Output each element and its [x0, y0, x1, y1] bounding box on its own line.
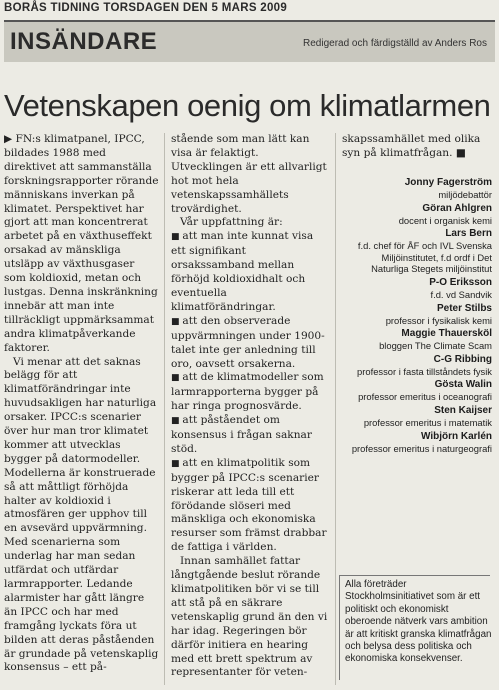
- signatory-name: Maggie Thauersköl: [401, 328, 492, 340]
- signatory-name: Lars Bern: [445, 228, 492, 240]
- signatory-title: professor emeritus i oceanografi: [358, 391, 492, 403]
- fact-box: [339, 575, 493, 680]
- signatory-title: professor emeritus i naturgeografi: [351, 442, 492, 454]
- square-bullet-icon: ■: [171, 232, 183, 243]
- signatory: [342, 328, 492, 352]
- column-divider: [335, 133, 336, 685]
- signatory: [342, 177, 492, 201]
- article-column-3: [342, 133, 494, 161]
- square-bullet-icon: ■: [171, 316, 183, 327]
- paragraph: Vi menar att det saknas belägg för att klimatförändringar inte huvudsakligen har naturliga orsaker. IPCC:s scenarier över hur man tror klimatet kommer att utvecklas bygger på datormodeller. Modellerna är konstruerade så att måttligt förhöjda halter av koldioxid i atmosfären ger upphov till en avsevärd uppvärmning. Med scenarierna som underlag har man sedan utfärdat och utfärdar larmrapporter. Ledande alarmister har gått längre än IPCC och har med framgång lyckats föra ut bilden att deras påståenden är grundade på vetenskaplig konsensus – ett på-: [4, 355, 159, 674]
- paragraph: Innan samhället fattar långtgående beslut rörande klimatpolitiken bör vi se till att stå på en säkrare vetenskaplig grund än den vi har idag. Regeringen bör därför initiera en hearing med ett brett spektrum av representanter för veten-: [171, 555, 328, 679]
- signatory: [342, 303, 492, 327]
- signatory-title: professor emeritus i matematik: [363, 416, 492, 428]
- signatory-list: [342, 177, 492, 456]
- signatory: [342, 354, 492, 378]
- signatory-title: professor i fysikalisk kemi: [385, 314, 492, 326]
- signatory-title: miljödebattör: [438, 189, 492, 200]
- signatory-title: docent i organisk kemi: [398, 214, 492, 226]
- fact-box-text: Alla företräder Stockholmsinitiativet som är ett politiskt och ekonomiskt oberoende nätverk vars ambition är att kritiskt granska klimatfrågan och belysa dess politiska och ekonomiska konsekvenser.: [345, 579, 492, 665]
- bullet-point: ■ att de klimatmodeller som larmrapporterna bygger på har ringa prognosvärde.: [171, 371, 324, 413]
- signatory: [342, 431, 492, 455]
- bullet-point: ■ att en klimatpolitik som bygger på IPCC:s scenarier riskerar att leda till ett förödande slöseri med mänskliga och ekonomiska resurser som främst drabbar de fattiga i världen.: [171, 456, 327, 554]
- editor-note: Redigerad och färdigställd av Anders Ros: [303, 38, 487, 49]
- section-title: INSÄNDARE: [10, 28, 158, 55]
- paragraph: skapssamhället med olika syn på klimatfrågan. ■: [342, 133, 481, 159]
- article-headline: Vetenskapen oenig om klimatlarmen: [4, 88, 491, 123]
- signatory-name: C-G Ribbing: [433, 353, 492, 365]
- signatory: [342, 405, 492, 429]
- article-column-1: [4, 133, 159, 675]
- signatory-title: f.d. chef för ÅF och IVL Svenska Miljöinstitutet, f.d ordf i Det Naturliga Stegets miljöinstitut: [357, 240, 492, 275]
- newspaper-masthead: BORÅS TIDNING TORSDAGEN DEN 5 MARS 2009: [4, 2, 288, 14]
- square-bullet-icon: ■: [171, 458, 183, 469]
- paragraph: stående som man lätt kan visa är felaktigt. Utvecklingen är ett allvarligt hot mot hela vetenskapssamhällets trovärdighet.: [171, 133, 327, 215]
- signatory: [342, 228, 492, 275]
- signatory-title: f.d. vd Sandvik: [430, 288, 492, 300]
- signatory-name: P-O Eriksson: [429, 276, 492, 288]
- signatory-title: bloggen The Climate Scam: [379, 340, 492, 352]
- bullet-point: ■ att man inte kunnat visa ett signifikant orsakssamband mellan förhöjd koldioxidhalt och eventuella klimatförändringar.: [171, 230, 314, 313]
- paragraph: Vår uppfattning är:: [180, 216, 283, 229]
- signatory-name: Jonny Fagerström: [404, 177, 492, 188]
- signatory: [342, 277, 492, 301]
- fact-box-rule: [340, 575, 490, 576]
- column-divider: [164, 133, 165, 685]
- signatory-title: professor i fasta tillståndets fysik: [357, 365, 492, 377]
- section-header-bar: [4, 20, 495, 62]
- signatory: [342, 379, 492, 403]
- signatory-name: Sten Kaijser: [434, 404, 492, 416]
- square-bullet-icon: ■: [171, 373, 183, 384]
- article-column-2: [171, 133, 330, 680]
- signatory: [342, 203, 492, 227]
- bullet-point: ■ att den observerade uppvärmningen under 1900-talet inte ger anledning till oro, oavsett orsakerna.: [171, 314, 325, 370]
- paragraph: ▶ FN:s klimatpanel, IPCC, bildades 1988 med direktivet att sammanställa forskningsrapporter rörande människans inverkan på klimatet. Perspektivet har gjort att man koncentrerat arbetet på en växthuseffekt orsakad av mänskliga utsläpp av växthusgaser som koldioxid, metan och lustgas. Denna inskränkning innebär att man inte tillräckligt uppmärksammat andra klimatpåverkande faktorer.: [4, 133, 159, 354]
- signatory-name: Wibjörn Karlén: [420, 430, 492, 442]
- square-bullet-icon: ■: [171, 416, 183, 427]
- bullet-point: ■ att påståendet om konsensus i frågan saknar stöd.: [171, 414, 312, 455]
- signatory-name: Peter Stilbs: [436, 302, 492, 314]
- signatory-name: Gösta Walin: [434, 379, 492, 391]
- signatory-name: Göran Ahlgren: [422, 202, 492, 214]
